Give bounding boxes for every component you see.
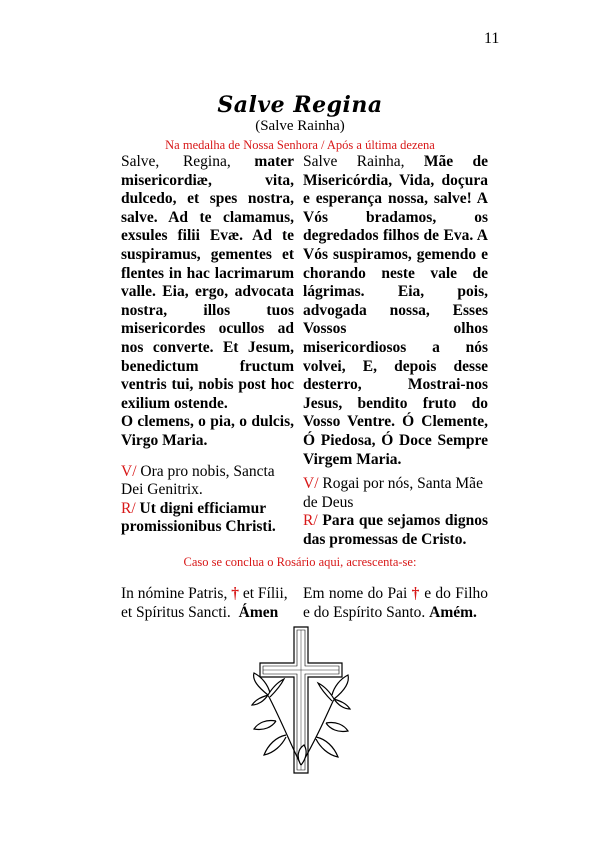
latin-prayer-end-text: O clemens, o pia, o dulcis, Virgo Maria. bbox=[121, 413, 294, 449]
latin-response-text: Ut digni efficiamur promissionibus Christi. bbox=[121, 499, 276, 536]
cross-mark-icon: † bbox=[411, 585, 420, 602]
note-bottom: Caso se conclua o Rosário aqui, acrescenta-se: bbox=[183, 555, 417, 569]
latin-prayer bbox=[121, 153, 294, 413]
pt-versicle bbox=[303, 475, 488, 512]
pt-closing-a: Em nome do Pai bbox=[303, 585, 408, 602]
pt-closing-b: e do Filho e do Espírito Santo. bbox=[303, 585, 488, 621]
pt-prayer bbox=[303, 153, 488, 469]
pt-response-text: Para que sejamos dignos das promessas de Cristo. bbox=[303, 512, 488, 548]
latin-column bbox=[121, 153, 294, 537]
latin-versicle-mark: V/ bbox=[121, 462, 137, 480]
cross-lily-illustration bbox=[246, 625, 356, 775]
page-title: Salve Regina bbox=[217, 92, 383, 118]
latin-prayer-intro: Salve, Regina, bbox=[121, 153, 231, 170]
pt-response-mark: R/ bbox=[303, 512, 318, 530]
pt-versicle-text: Rogai por nós, Santa Mãe de Deus bbox=[303, 475, 483, 511]
latin-prayer-end bbox=[121, 413, 294, 450]
pt-prayer-body: Mãe de Misericórdia, Vida, doçura e esperança nossa, salve! A Vós bradamos, os degredados filhos de Eva. A Vós suspiramos, gemendo e chorando neste vale de lágrimas. Eia, pois, advogada nossa, Esses Vossos olhos misericordiosos a nós volvei, E, depois desse desterro, Mostrai-nos Jesus, bendito fruto do Vosso Ventre. Ó Clemente, Ó Piedosa, Ó Doce Sempre Virgem Maria. bbox=[303, 153, 489, 468]
pt-versicle-mark: V/ bbox=[303, 475, 319, 493]
latin-response bbox=[121, 500, 294, 537]
page-subtitle: (Salve Rainha) bbox=[255, 118, 345, 134]
latin-closing-a: In nómine Patris, bbox=[121, 585, 228, 602]
pt-response bbox=[303, 512, 488, 549]
pt-prayer-intro: Salve Rainha, bbox=[303, 153, 405, 170]
latin-versicle bbox=[121, 463, 294, 500]
latin-versicle-text: Ora pro nobis, Sancta Dei Genitrix. bbox=[121, 462, 275, 499]
cross-mark-icon: † bbox=[231, 585, 239, 602]
latin-closing bbox=[121, 584, 301, 622]
latin-prayer-body: mater misericordiæ, vita, dulcedo, et spes nostra, salve. Ad te clamamus, exsules filii Evæ. Ad te suspiramus, gementes et flentes in hac lacrimarum valle. Eia, ergo, advocata nostra, illos tuos misericordes ocullos ad nos converte. Et Jesum, benedictum fructum ventris tui, nobis post hoc exilium ostende. bbox=[121, 153, 294, 412]
page-number: 11 bbox=[484, 30, 500, 47]
cross-icon bbox=[246, 625, 356, 775]
portuguese-column bbox=[303, 153, 488, 549]
latin-closing-amen: Ámen bbox=[238, 604, 279, 621]
latin-closing-b: et Fílii, et Spíritus Sancti. bbox=[121, 585, 288, 621]
latin-response-mark: R/ bbox=[121, 499, 136, 517]
pt-closing bbox=[303, 584, 488, 622]
note-top: Na medalha de Nossa Senhora / Após a última dezena bbox=[165, 138, 435, 152]
pt-closing-amen: Amém. bbox=[429, 604, 477, 621]
